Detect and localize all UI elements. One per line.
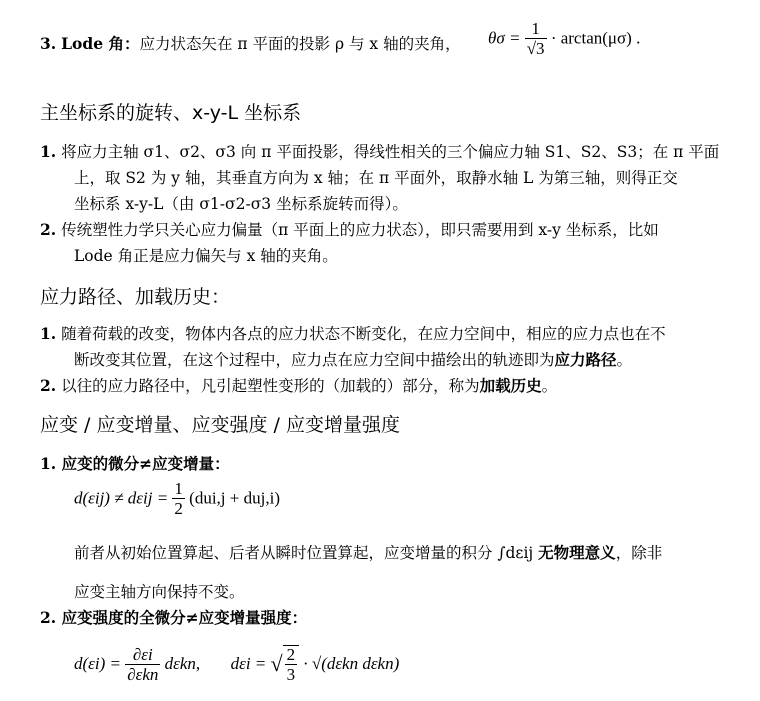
path-item-1-num: 1. (40, 324, 57, 343)
path-item-1-line-1: 随着荷载的改变，物体内各点的应力状态不断变化，在应力空间中，相应的应力点也在不 (61, 325, 666, 343)
path-item-2-end: 。 (541, 377, 558, 395)
lode-formula-fraction (525, 20, 547, 59)
rotation-item-1-num: 1. (40, 142, 57, 161)
strain-item-1-formula-lhs: d(εij) ≠ dεij = (74, 488, 169, 508)
lode-formula-den: √3 (526, 39, 545, 58)
strain-item-2-sqrt-num: 2 (286, 645, 296, 664)
strain-item-1-formula-rhs: (dui,j + duj,i) (189, 488, 280, 508)
section-path-title: 应力路径、加载历史： (40, 286, 231, 308)
rotation-item-2-num: 2. (40, 220, 57, 239)
rotation-item-1-line-3: 坐标系 x-y-L（由 σ1-σ2-σ3 坐标系旋转而得）。 (74, 195, 408, 213)
section-strain-title: 应变 / 应变增量、应变强度 / 应变增量强度 (40, 414, 400, 436)
lode-formula-num: 1 (525, 20, 547, 39)
path-item-2-line-1: 以往的应力路径中，凡引起塑性变形的（加载的）部分，称为 (61, 377, 480, 395)
strain-item-1-fraction (172, 480, 185, 519)
strain-item-2-rhs-lhs: dεi = (230, 653, 267, 673)
strain-item-1-note-a: 前者从初始位置算起、后者从瞬时位置算起，应变增量的积分 ∫dεij (74, 544, 534, 562)
rotation-item-1-line-1: 将应力主轴 σ1、σ2、σ3 向 π 平面投影，得线性相关的三个偏应力轴 S1、S2、S3；在 π 平面 (61, 143, 720, 161)
lode-line (40, 32, 461, 54)
strain-item-2-title: 2. 应变强度的全微分≠应变增量强度： (40, 608, 308, 627)
lode-text: 应力状态矢在 π 平面的投影 ρ 与 x 轴的夹角， (139, 35, 461, 53)
path-item-1-line-2: 断改变其位置，在这个过程中，应力点在应力空间中描绘出的轨迹即为 (74, 351, 555, 369)
lode-num: 3. (40, 34, 57, 53)
strain-item-2-sqrt-den: 3 (286, 665, 296, 684)
strain-item-2-rhs-tail: · √(dεkn dεkn) (303, 653, 400, 673)
strain-item-1-num: 1 (174, 479, 183, 498)
strain-item-1-note-b: ，除非 (615, 544, 663, 562)
path-item-2 (40, 374, 557, 396)
section-rotation-title: 主坐标系的旋转、x-y-L 坐标系 (40, 102, 302, 124)
strain-item-2-formula-mid: dεkn, (164, 653, 201, 673)
strain-item-1-den: 2 (174, 499, 183, 518)
lode-formula (488, 20, 640, 59)
strain-item-1-title: 1. 应变的微分≠应变增量： (40, 454, 230, 473)
strain-item-2-formula-lhs: d(εi) = (74, 653, 121, 673)
rotation-item-2 (40, 218, 659, 240)
rotation-item-2-line-1: 传统塑性力学只关心应力偏量（π 平面上的应力状态），即只需要用到 x-y 坐标系，比如 (61, 221, 659, 239)
path-item-1-line-2-wrap (74, 348, 632, 370)
strain-item-2-formula (74, 645, 399, 685)
strain-item-2-num: ∂εi (125, 646, 160, 665)
rotation-item-1 (40, 140, 719, 162)
strain-item-2-den: ∂εkn (127, 664, 159, 684)
strain-item-1-note-bold: 无物理意义 (538, 543, 616, 562)
path-item-2-bold: 加载历史 (479, 376, 542, 395)
path-item-2-num: 2. (40, 376, 57, 395)
strain-item-2-sqrt-fraction (283, 645, 300, 685)
sqrt-icon: √ (270, 650, 283, 676)
strain-item-1-formula (74, 480, 280, 519)
strain-item-2-fraction (125, 646, 160, 685)
rotation-item-2-line-2: Lode 角正是应力偏矢与 x 轴的夹角。 (74, 247, 338, 265)
path-item-1-end: 。 (616, 351, 633, 369)
path-item-1-bold: 应力路径 (554, 350, 617, 369)
strain-item-1-note-line-2: 应变主轴方向保持不变。 (74, 583, 245, 601)
lode-formula-rhs: · arctan(μσ) . (550, 28, 641, 48)
rotation-item-1-line-2: 上，取 S2 为 y 轴，其垂直方向为 x 轴；在 π 平面外，取静水轴 L 为第三轴，则得正交 (74, 169, 678, 187)
path-item-1 (40, 322, 666, 344)
lode-formula-lhs: θσ = (488, 28, 521, 48)
lode-term: Lode 角： (61, 34, 140, 53)
strain-item-1-note (74, 541, 662, 563)
